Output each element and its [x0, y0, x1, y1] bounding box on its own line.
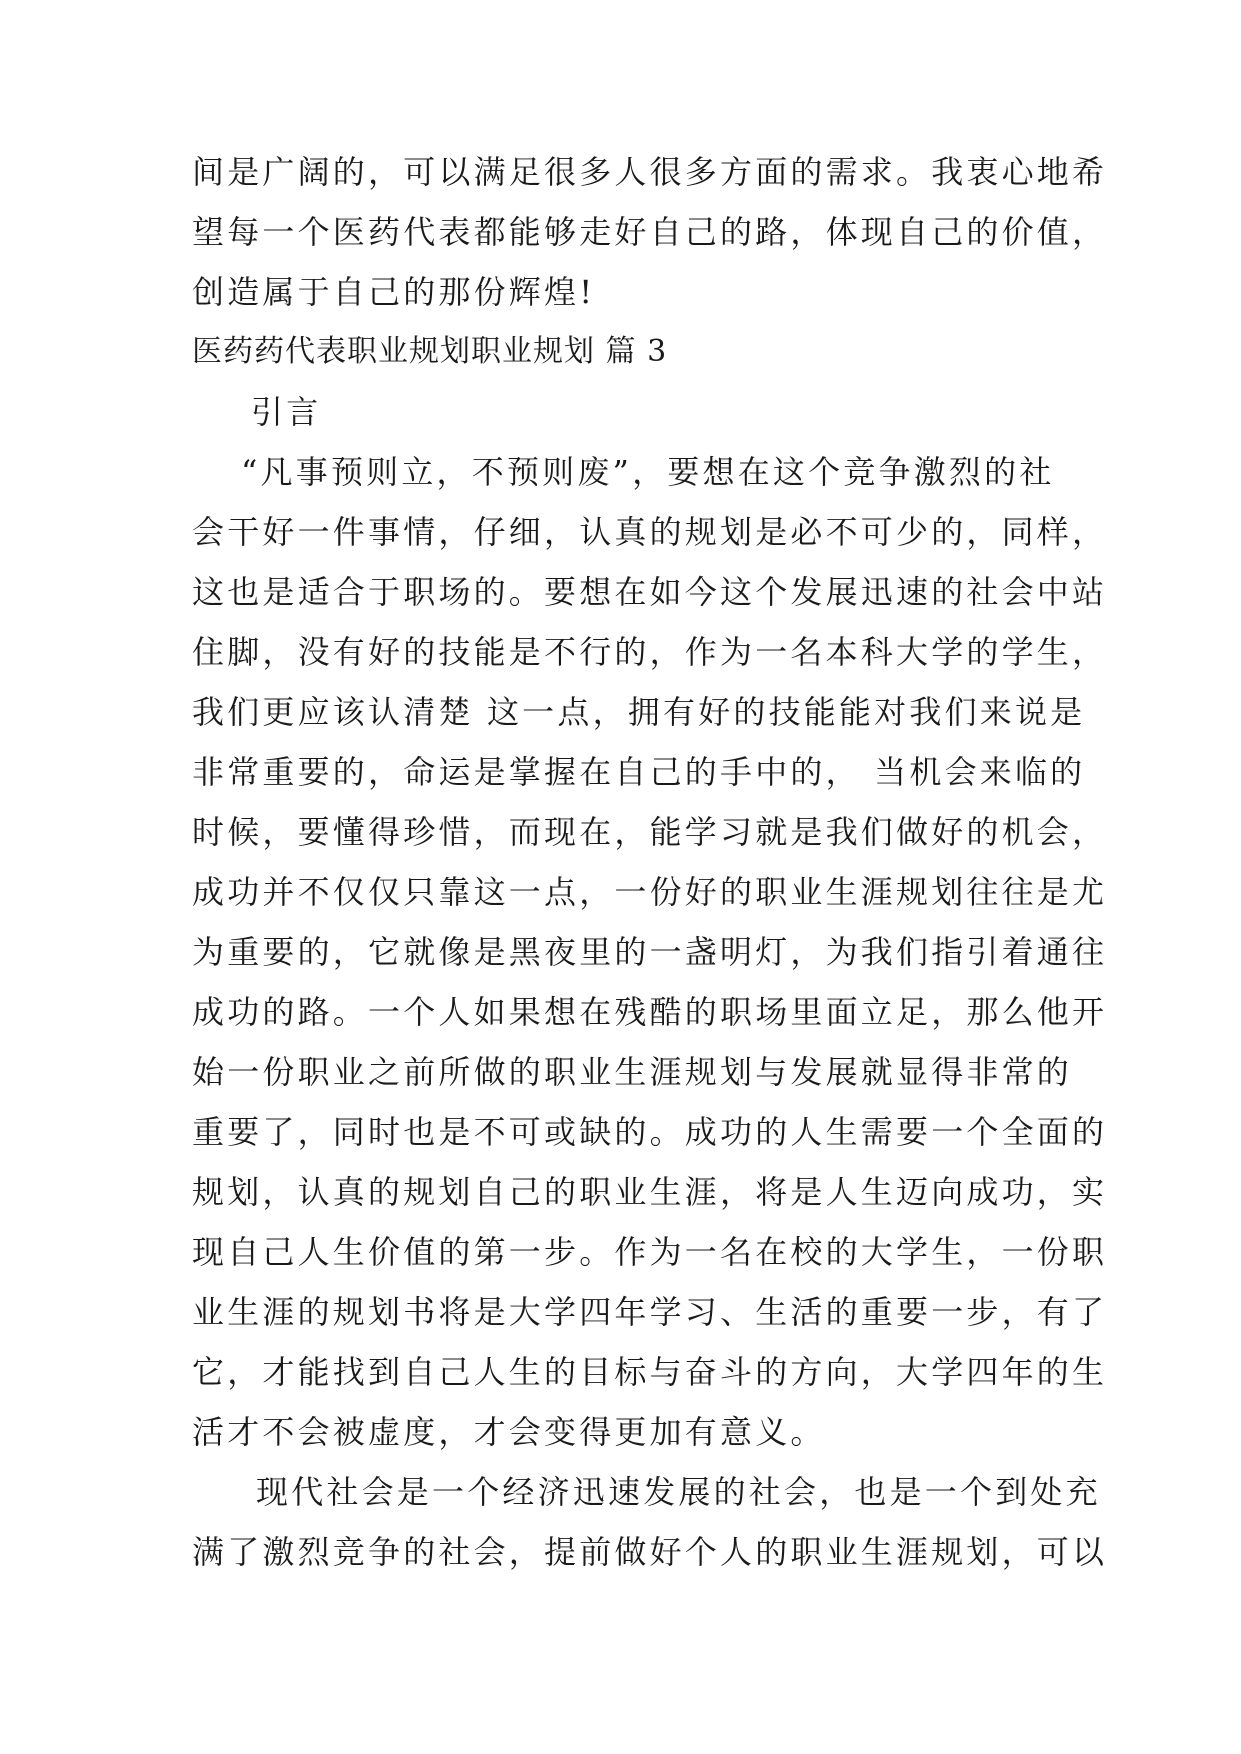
body-line: 间是广阔的，可以满足很多人很多方面的需求。我衷心地希 [192, 153, 1108, 191]
body-line: 成功并不仅仅只靠这一点，一份好的职业生涯规划往往是尤 [192, 873, 1108, 911]
paragraph-first-line: “凡事预则立，不预则废”，要想在这个竞争激烈的社 [241, 453, 1055, 491]
body-line: 创造属于自己的那份辉煌! [192, 273, 596, 311]
body-line: 业生涯的规划书将是大学四年学习、生活的重要一步，有了 [192, 1293, 1108, 1331]
body-line: 住脚，没有好的技能是不行的，作为一名本科大学的学生， [192, 633, 1108, 671]
body-line: 这也是适合于职场的。要想在如今这个发展迅速的社会中站 [192, 573, 1108, 611]
body-line: 望每一个医药代表都能够走好自己的路，体现自己的价值， [192, 213, 1108, 251]
body-line: 会干好一件事情，仔细，认真的规划是必不可少的，同样， [192, 513, 1108, 551]
section-heading: 医药药代表职业规划职业规划 篇 3 [192, 334, 668, 369]
body-line: 满了激烈竞争的社会，提前做好个人的职业生涯规划，可以 [192, 1533, 1108, 1571]
body-line: 规划，认真的规划自己的职业生涯，将是人生迈向成功，实 [192, 1173, 1108, 1211]
section-intro-label: 引言 [251, 393, 322, 431]
body-line: 非常重要的，命运是掌握在自己的手中的， 当机会来临的 [192, 753, 1086, 791]
body-line: 它，才能找到自己人生的目标与奋斗的方向，大学四年的生 [192, 1353, 1108, 1391]
body-line: 为重要的，它就像是黑夜里的一盏明灯，为我们指引着通往 [192, 933, 1108, 971]
body-line: 活才不会被虚度，才会变得更加有意义。 [192, 1413, 826, 1451]
body-line: 重要了，同时也是不可或缺的。成功的人生需要一个全面的 [192, 1113, 1108, 1151]
body-line: 时候，要懂得珍惜，而现在，能学习就是我们做好的机会， [192, 813, 1108, 851]
body-line: 始一份职业之前所做的职业生涯规划与发展就显得非常的 [192, 1053, 1073, 1091]
paragraph-first-line: 现代社会是一个经济迅速发展的社会，也是一个到处充 [256, 1473, 1101, 1511]
body-line: 成功的路。一个人如果想在残酷的职场里面立足，那么他开 [192, 993, 1108, 1031]
body-line: 现自己人生价值的第一步。作为一名在校的大学生，一份职 [192, 1233, 1108, 1271]
body-line: 我们更应该认清楚 这一点，拥有好的技能能对我们来说是 [192, 693, 1086, 731]
